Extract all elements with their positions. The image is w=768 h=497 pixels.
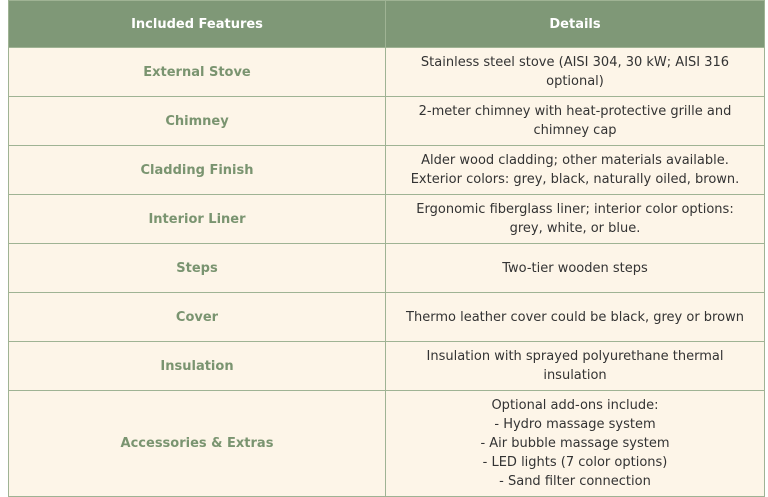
details-cell	[386, 48, 765, 97]
table-row	[9, 48, 765, 97]
table-row	[9, 244, 765, 293]
details-line: - Sand filter connection	[499, 474, 651, 489]
details-line: Stainless steel stove (AISI 304, 30 kW; AISI 316	[420, 55, 730, 70]
details-line: - Air bubble massage system	[480, 436, 670, 451]
details-line: Two-tier wooden steps	[502, 260, 648, 276]
details-line: - LED lights (7 color options)	[482, 455, 668, 470]
feature-cell: Chimney	[9, 97, 386, 146]
feature-cell: Interior Liner	[9, 195, 386, 244]
table-row	[9, 342, 765, 391]
features-table	[8, 0, 765, 497]
details-line: Insulation with sprayed polyurethane thermal	[426, 349, 724, 364]
details-line: - Hydro massage system	[494, 417, 656, 432]
table-row	[9, 97, 765, 146]
details-cell	[386, 97, 765, 146]
details-line: optional)	[546, 74, 604, 89]
details-line: chimney cap	[533, 123, 617, 138]
details-cell	[386, 293, 765, 342]
feature-cell: Insulation	[9, 342, 386, 391]
header-included-features: Included Features	[9, 1, 386, 48]
details-line: 2-meter chimney with heat-protective grille and	[418, 104, 732, 119]
feature-cell: Cover	[9, 293, 386, 342]
details-cell	[386, 195, 765, 244]
details-cell	[386, 244, 765, 293]
feature-cell: Cladding Finish	[9, 146, 386, 195]
table-row	[9, 293, 765, 342]
details-cell	[386, 342, 765, 391]
details-line: Exterior colors: grey, black, naturally oiled, brown.	[410, 172, 740, 187]
feature-cell: External Stove	[9, 48, 386, 97]
header-details: Details	[386, 1, 765, 48]
table-row	[9, 391, 765, 497]
feature-cell: Steps	[9, 244, 386, 293]
details-line: Thermo leather cover could be black, grey or brown	[406, 309, 744, 325]
details-cell	[386, 391, 765, 497]
table-header-row	[9, 1, 765, 48]
details-line: grey, white, or blue.	[509, 221, 641, 236]
details-line: Optional add-ons include:	[491, 398, 659, 413]
details-line: Ergonomic fiberglass liner; interior color options:	[416, 202, 734, 217]
feature-cell: Accessories & Extras	[9, 391, 386, 497]
table-row	[9, 146, 765, 195]
details-cell	[386, 146, 765, 195]
table-row	[9, 195, 765, 244]
details-line: insulation	[543, 368, 607, 383]
details-line: Alder wood cladding; other materials available.	[421, 153, 729, 168]
